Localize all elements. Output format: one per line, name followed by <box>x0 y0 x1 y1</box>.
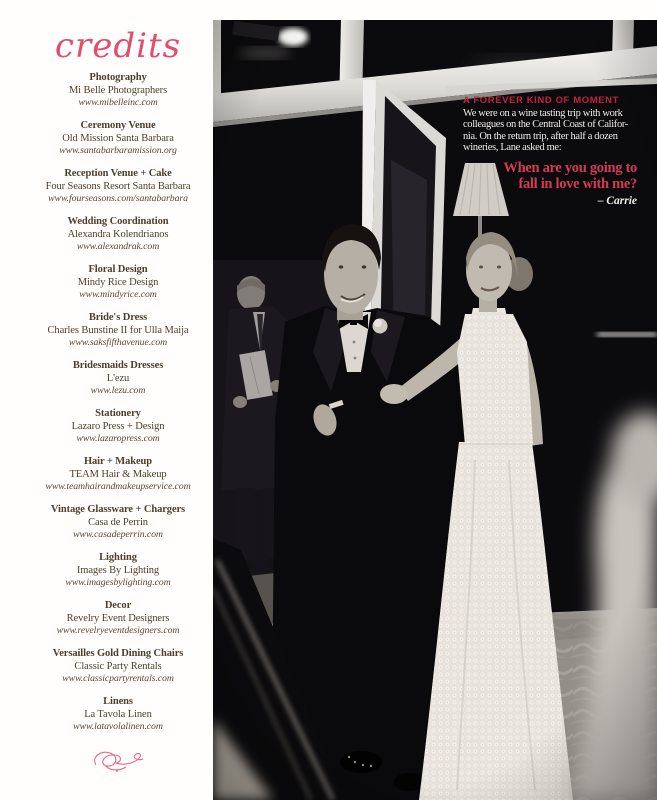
credit-block-stationery <box>16 408 220 445</box>
credit-vendor: La Tavola Linen <box>84 708 152 720</box>
credit-block-glassware <box>16 504 220 541</box>
credit-url: www.imagesbylighting.com <box>65 577 171 588</box>
credit-url: www.classicpartyrentals.com <box>62 673 174 684</box>
story-line: wineries, Lane asked me: <box>463 142 562 154</box>
credit-category: Reception Venue + Cake <box>64 168 172 179</box>
credit-url: www.lazaropress.com <box>76 433 160 444</box>
credit-block-linens <box>16 696 220 733</box>
credit-block-decor <box>16 600 220 637</box>
credit-url: www.teamhairandmakeupservice.com <box>45 481 191 492</box>
flourish-ornament-icon <box>16 747 220 780</box>
story-overlay <box>463 95 637 208</box>
credit-block-reception-venue <box>16 168 220 205</box>
credit-block-photography <box>16 72 220 109</box>
credit-block-chairs <box>16 648 220 685</box>
credit-block-floral <box>16 264 220 301</box>
credits-column <box>16 24 220 780</box>
credit-vendor: Alexandra Kolendrianos <box>67 228 169 240</box>
credit-url: www.lezu.com <box>90 385 146 396</box>
credit-category: Bridesmaids Dresses <box>72 360 164 371</box>
credit-url: www.mibelleinc.com <box>78 97 158 108</box>
credit-category: Decor <box>104 600 132 611</box>
credit-vendor: Casa de Perrin <box>88 516 148 528</box>
quote-attribution: – Carrie <box>597 194 637 207</box>
credit-url: www.santabarbaramission.org <box>59 145 177 156</box>
credits-heading: credits <box>54 26 182 66</box>
story-kicker: A FOREVER KIND OF MOMENT <box>463 95 620 106</box>
credit-category: Linens <box>103 696 133 707</box>
credit-block-ceremony-venue <box>16 120 220 157</box>
credit-url: www.casadeperrin.com <box>73 529 163 540</box>
credit-vendor: Old Mission Santa Barbara <box>62 132 174 144</box>
credit-category: Ceremony Venue <box>80 120 156 131</box>
pull-quote <box>463 160 637 193</box>
credit-block-coordination <box>16 216 220 253</box>
credit-vendor: Images By Lighting <box>76 564 160 576</box>
credit-block-hair-makeup <box>16 456 220 493</box>
credit-category: Photography <box>89 72 147 83</box>
credit-block-brides-dress <box>16 312 220 349</box>
credit-vendor: Mi Belle Photographers <box>68 84 168 96</box>
credit-vendor: Four Seasons Resort Santa Barbara <box>45 180 191 192</box>
story-line: We were on a wine tasting trip with work <box>463 108 623 119</box>
story-line: nia. On the return trip, after half a dozen <box>463 130 618 142</box>
credit-url: www.revelryeventdesigners.com <box>56 625 180 636</box>
credit-vendor: L'ezu <box>106 372 130 384</box>
credit-category: Lighting <box>99 552 137 563</box>
pull-quote-line: When are you going to <box>503 159 637 176</box>
credit-category: Hair + Makeup <box>83 456 153 467</box>
credit-vendor: Lazaro Press + Design <box>71 420 165 432</box>
credit-vendor: Mindy Rice Design <box>77 276 159 288</box>
pull-quote-line: fall in love with me? <box>518 176 637 193</box>
credit-url: www.latavolalinen.com <box>73 721 163 732</box>
credit-category: Stationery <box>95 408 141 419</box>
story-body <box>463 108 637 154</box>
wedding-photo <box>213 20 657 800</box>
credit-block-lighting <box>16 552 220 589</box>
credit-url: www.fourseasons.com/santabarbara <box>48 193 188 204</box>
credit-url: www.mindyrice.com <box>79 289 157 300</box>
credit-url: www.saksfifthavenue.com <box>68 337 168 348</box>
credit-category: Vintage Glassware + Chargers <box>50 504 186 515</box>
credit-vendor: Classic Party Rentals <box>74 660 162 672</box>
credit-vendor: TEAM Hair & Makeup <box>69 468 167 480</box>
story-line: colleagues on the Central Coast of Califor- <box>463 119 628 131</box>
credit-vendor: Revelry Event Designers <box>66 612 170 624</box>
credit-category: Versailles Gold Dining Chairs <box>52 648 184 659</box>
credit-vendor: Charles Bunstine II for Ulla Maija <box>47 324 189 336</box>
credit-block-bridesmaids <box>16 360 220 397</box>
credit-category: Wedding Coordination <box>67 216 169 227</box>
credit-category: Floral Design <box>88 264 148 275</box>
credit-url: www.alexandrak.com <box>76 241 160 252</box>
credit-category: Bride's Dress <box>88 312 148 323</box>
